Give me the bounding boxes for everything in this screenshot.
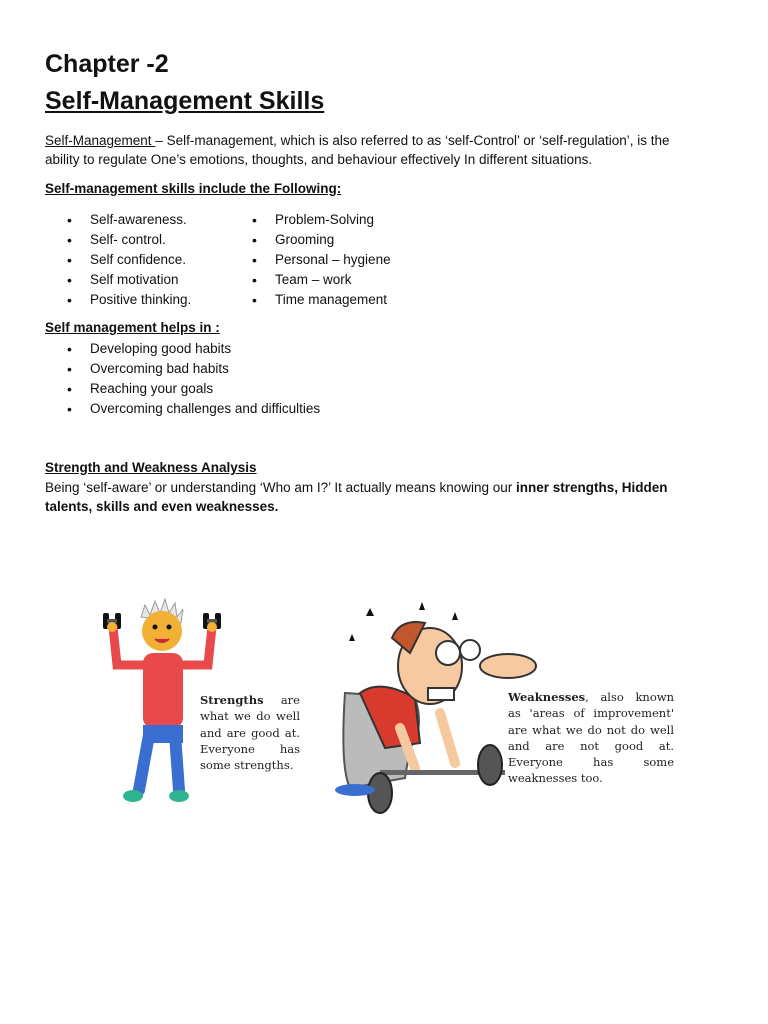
strengths-text: are what we do well and are good at. Everyone has some strengths. xyxy=(200,693,300,773)
page-title: Self-Management Skills xyxy=(45,87,325,115)
list-item: • Reaching your goals xyxy=(45,379,320,399)
skills-heading: Self-management skills include the Following: xyxy=(45,181,342,196)
analysis-text: Being ‘self-aware’ or understanding ‘Who am I?’ It actually means knowing our xyxy=(45,480,516,495)
weaknesses-caption xyxy=(508,689,674,787)
list-item: • Self- control. xyxy=(45,230,191,250)
definition-term: Self-Management xyxy=(45,133,156,148)
list-item: • Overcoming bad habits xyxy=(45,359,320,379)
definition-text: – Self-management, which is also referred to as ‘self-Control’ or ‘self-regulation’, is the ability to regulate One’s emotions, thoughts, and behaviour effectively In different situations. xyxy=(45,133,670,167)
list-item: • Self-awareness. xyxy=(45,210,191,230)
analysis-heading: Strength and Weakness Analysis xyxy=(45,460,257,475)
analysis-bold: inner strengths, Hidden talents, skills and even weaknesses. xyxy=(45,480,668,514)
skills-list-right xyxy=(245,210,391,310)
helps-heading: Self management helps in : xyxy=(45,320,220,335)
analysis-paragraph xyxy=(45,478,705,516)
list-item: • Self motivation xyxy=(45,270,191,290)
list-item: • Problem-Solving xyxy=(245,210,391,230)
list-item: • Grooming xyxy=(245,230,391,250)
list-item: • Developing good habits xyxy=(45,339,320,359)
helps-list xyxy=(45,339,320,419)
list-item: • Self confidence. xyxy=(45,250,191,270)
weaknesses-term: Weaknesses xyxy=(508,690,586,704)
strengths-term: Strengths xyxy=(200,693,264,707)
definition-paragraph xyxy=(45,131,705,169)
strengths-caption xyxy=(200,692,300,773)
list-item: • Time management xyxy=(245,290,391,310)
skills-list-left xyxy=(45,210,191,310)
weaknesses-text: , also known as 'areas of improvement' are what we do not do well and are not good at. Everyone has some weaknesses too. xyxy=(508,690,674,786)
list-item: • Personal – hygiene xyxy=(245,250,391,270)
chapter-number: Chapter -2 xyxy=(45,50,169,78)
list-item: • Positive thinking. xyxy=(45,290,191,310)
list-item: • Overcoming challenges and difficulties xyxy=(45,399,320,419)
list-item: • Team – work xyxy=(245,270,391,290)
